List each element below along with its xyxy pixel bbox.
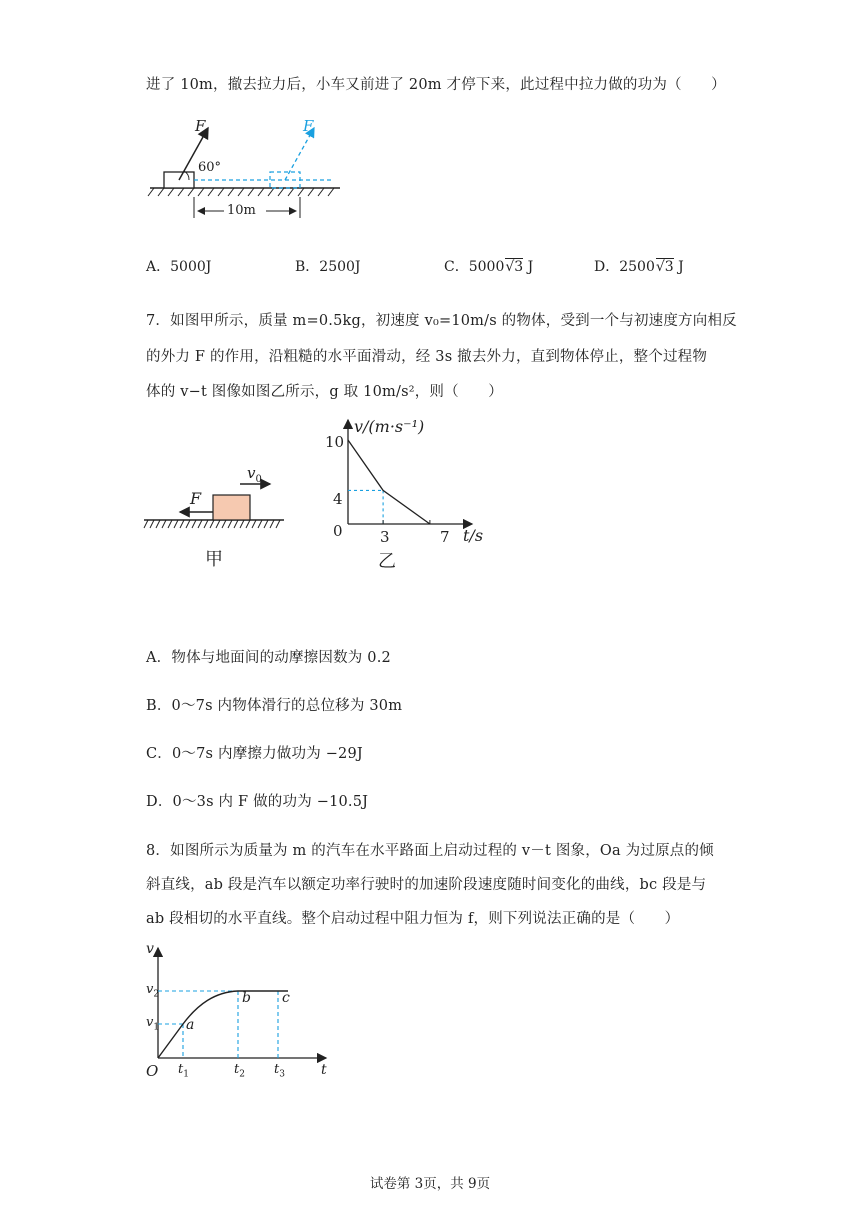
q7-jia-velocity-label: $v_0$: [247, 464, 262, 485]
q7-option-c: C．0～7s 内摩擦力做功为 −29J: [146, 746, 363, 762]
y-tick-10: 10: [325, 433, 345, 451]
page-footer: 试卷第 3页，共 9页: [369, 1176, 491, 1192]
q6-force-label: F: [195, 117, 206, 135]
q8-v2-label: $v_2$: [146, 982, 160, 1000]
q8-figure: [140, 940, 340, 1080]
x-tick-3: 3: [380, 528, 390, 546]
q7-text-line-3: 体的 v−t 图像如图乙所示，g 取 10m/s²，则（ ）: [146, 384, 503, 400]
q8-y-axis-label: v: [146, 941, 154, 957]
q6-option-a: A．5000J: [146, 259, 212, 275]
q7-figure-jia: [140, 460, 290, 540]
x-tick-7: 7: [440, 528, 450, 546]
q6-option-d: D．2500√3 J: [594, 259, 684, 275]
q7-yi-xlabel: t/s: [463, 526, 484, 545]
q7-jia-force-label: F: [190, 489, 202, 508]
q8-text-line-3: ab 段相切的水平直线。整个启动过程中阻力恒为 f，则下列说法正确的是（ ）: [146, 911, 680, 927]
q6-option-c: C．5000√3 J: [444, 259, 534, 275]
q7-text-line-1: 7．如图甲所示，质量 m=0.5kg，初速度 v₀=10m/s 的物体，受到一个与初速度方向相反: [146, 313, 737, 329]
q7-yi-caption: 乙: [378, 551, 396, 572]
q8-t2-label: $t_2$: [234, 1062, 245, 1080]
q6-angle-label: 60°: [198, 160, 222, 175]
q8-point-a: a: [186, 1017, 195, 1033]
q7-option-b: B．0～7s 内物体滑行的总位移为 30m: [146, 698, 403, 714]
series-line: [348, 440, 430, 524]
q6-force-label-dashed: F: [303, 117, 314, 135]
q7-option-a: A．物体与地面间的动摩擦因数为 0.2: [146, 650, 391, 666]
q8-origin-label: O: [146, 1062, 159, 1080]
q8-point-c: c: [282, 990, 290, 1006]
q8-v1-label: $v_1$: [146, 1015, 160, 1033]
q8-x-axis-label: t: [321, 1062, 327, 1078]
q8-t1-label: $t_1$: [178, 1062, 189, 1080]
q6-distance-label: 10m: [227, 203, 256, 218]
q7-jia-caption: 甲: [205, 549, 223, 570]
q7-yi-ylabel: v/(m·s⁻¹): [354, 417, 425, 436]
q8-point-b: b: [242, 990, 251, 1006]
y-tick-4: 4: [333, 490, 343, 508]
q6-option-b: B．2500J: [295, 259, 361, 275]
q7-text-line-2: 的外力 F 的作用，沿粗糙的水平面滑动，经 3s 撤去外力，直到物体停止，整个过程物: [146, 349, 708, 365]
q6-text-line: 进了 10m，撤去拉力后，小车又前进了 20m 才停下来，此过程中拉力做的功为（ ）: [146, 77, 726, 93]
q8-t3-label: $t_3$: [274, 1062, 285, 1080]
origin-label: 0: [333, 522, 343, 540]
q8-text-line-1: 8．如图所示为质量为 m 的汽车在水平路面上启动过程的 v－t 图象，Oa 为过原点的倾: [146, 843, 714, 859]
q7-option-d: D．0～3s 内 F 做的功为 −10.5J: [146, 794, 369, 810]
q8-text-line-2: 斜直线，ab 段是汽车以额定功率行驶时的加速阶段速度随时间变化的曲线，bc 段是与: [146, 877, 707, 893]
